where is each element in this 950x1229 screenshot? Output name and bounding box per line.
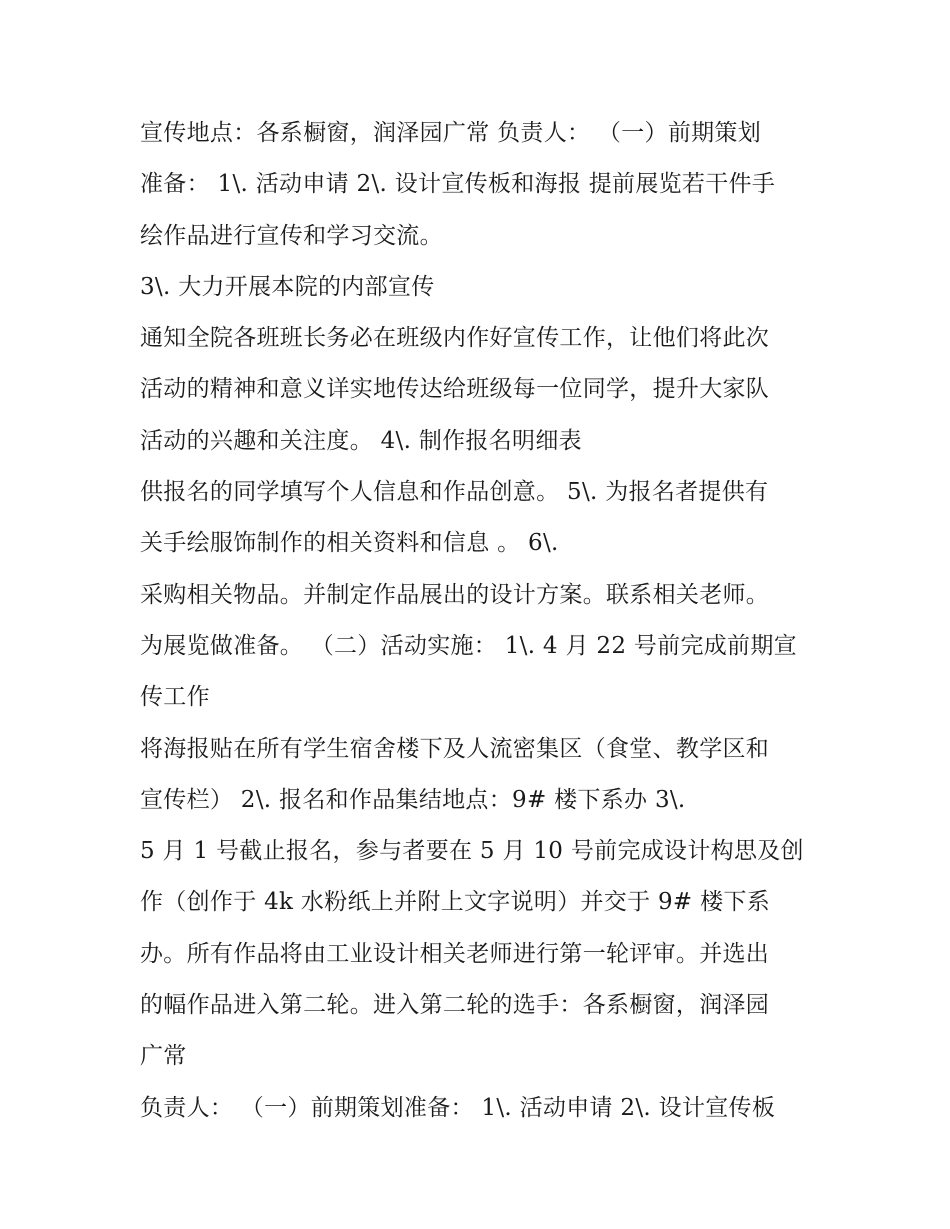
text-line: 准备： 1\. 活动申请 2\. 设计宣传板和海报 提前展览若干件手 [140, 171, 776, 198]
text-line: 宣传栏） 2\. 报名和作品集结地点：9# 楼下系办 3\. [140, 786, 686, 813]
text-line: 的幅作品进入第二轮。进入第二轮的选手：各系橱窗，润泽园 [140, 992, 770, 1019]
text-line: 办。所有作品将由工业设计相关老师进行第一轮评审。并选出 [140, 940, 770, 967]
text-line: 为展览做准备。 （二）活动实施： 1\. 4 月 22 号前完成前期宣 [140, 632, 797, 659]
text-line: 绘作品进行宣传和学习交流。 [140, 222, 443, 249]
text-line: 负责人： （一）前期策划准备： 1\. 活动申请 2\. 设计宣传板 [140, 1094, 776, 1121]
text-line: 广常 [140, 1043, 187, 1070]
text-line: 通知全院各班班长务必在班级内作好宣传工作，让他们将此次 [140, 325, 770, 352]
text-line: 3\. 大力开展本院的内部宣传 [140, 273, 435, 300]
document-body [140, 108, 830, 1134]
text-line: 传工作 [140, 684, 210, 711]
text-line: 供报名的同学填写个人信息和作品创意。 5\. 为报名者提供有 [140, 479, 769, 506]
text-line: 宣传地点：各系橱窗，润泽园广常 负责人： （一）前期策划 [140, 120, 762, 146]
text-line: 活动的精神和意义详实地传达给班级每一位同学，提升大家队 [140, 376, 770, 403]
text-line: 5 月 1 号截止报名，参与者要在 5 月 10 号前完成设计构思及创 [140, 838, 804, 865]
text-line: 将海报贴在所有学生宿舍楼下及人流密集区（食堂、教学区和 [140, 735, 770, 762]
text-line: 活动的兴趣和关注度。 4\. 制作报名明细表 [140, 427, 582, 454]
text-line: 作（创作于 4k 水粉纸上并附上文字说明）并交于 9# 楼下系 [140, 889, 771, 916]
text-line: 关手绘服饰制作的相关资料和信息 。 6\. [140, 530, 559, 557]
text-line: 采购相关物品。并制定作品展出的设计方案。联系相关老师。 [140, 581, 770, 608]
